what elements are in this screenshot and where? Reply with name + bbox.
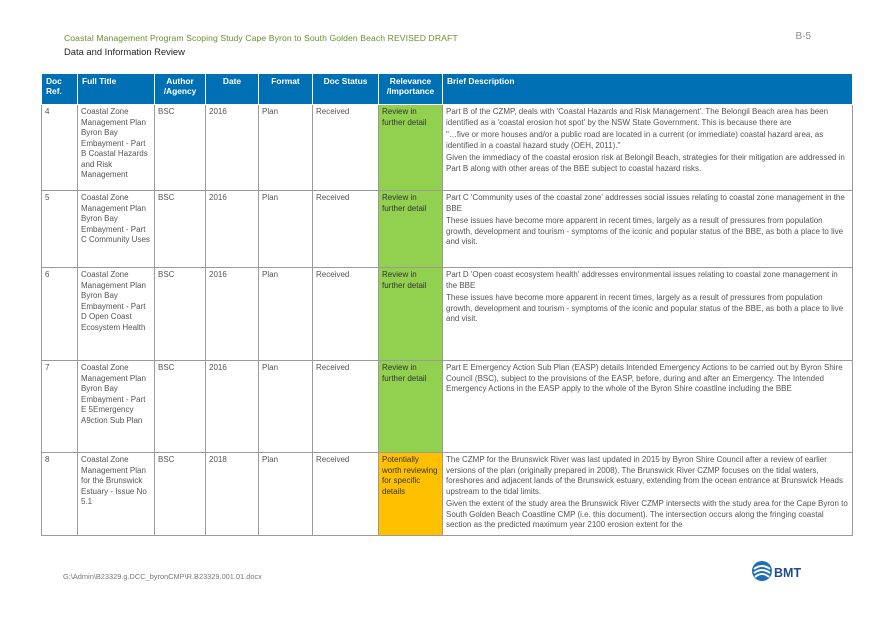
table-header-row (42, 74, 853, 105)
table-row (42, 361, 853, 453)
full-title-cell: Coastal Zone Management Plan for the Brunswick Estuary - Issue No 5.1 (78, 453, 155, 536)
date-cell: 2016 (206, 105, 259, 191)
relevance-cell: Review in further detail (379, 361, 443, 453)
doc-ref-cell: 4 (42, 105, 78, 191)
format-cell: Plan (259, 361, 313, 453)
status-cell: Received (313, 453, 379, 536)
description-paragraph: Given the extent of the study area the Brunswick River CZMP intersects with the study area for the Cape Byron to South Golden Beach Coastline CMP (i.e. this document). The intersection occurs along the fringing coastal section as the predicted maximum year 2100 erosion extent for the (446, 499, 848, 529)
doc-ref-cell: 5 (42, 191, 78, 268)
file-path: G:\Admin\B23329.g.DCC_byronCMP\R.B23329.001.01.docx (63, 572, 262, 581)
description-paragraph: "…five or more houses and/or a public road are located in a current (or immediate) coastal hazard area, as identified in a coastal hazard study (OEH, 2011)." (446, 130, 824, 150)
description-paragraph: These issues have become more apparent in recent times, largely as a result of pressures from population growth, development and tourism - symptoms of the iconic and popular status of the BBE, as both a place to live and visit. (446, 216, 844, 246)
full-title-cell: Coastal Zone Management Plan Byron Bay Embayment - Part D Open Coast Ecosystem Health (78, 268, 155, 361)
description-paragraph: Given the immediacy of the coastal erosion risk at Belongil Beach, strategies for their mitigation are addressed in Part B along with other areas of the BBE subject to coastal hazard risks. (446, 153, 845, 173)
full-title-cell: Coastal Zone Management Plan Byron Bay Embayment - Part B Coastal Hazards and Risk Management (78, 105, 155, 191)
format-cell: Plan (259, 453, 313, 536)
status-cell: Received (313, 268, 379, 361)
relevance-cell: Potentially worth reviewing for specific details (379, 453, 443, 536)
column-header: Full Title (78, 74, 155, 105)
description-cell (443, 361, 853, 453)
description-cell (443, 191, 853, 268)
format-cell: Plan (259, 191, 313, 268)
description-paragraph: Part E Emergency Action Sub Plan (EASP) details Intended Emergency Actions to be carried out by Byron Shire Council (BSC), subject to the provisions of the EASP, before, during and after an Emergency. The Intended Emergency Actions in the EASP apply to the whole of the Byron Shire coastline including the BBE (446, 363, 843, 393)
status-cell: Received (313, 191, 379, 268)
table-row (42, 268, 853, 361)
bmt-logo-text: BMT (774, 566, 802, 580)
author-cell: BSC (155, 105, 206, 191)
format-cell: Plan (259, 105, 313, 191)
author-cell: BSC (155, 361, 206, 453)
relevance-cell: Review in further detail (379, 191, 443, 268)
description-cell (443, 105, 853, 191)
page-number: B-5 (795, 31, 811, 42)
column-header: Brief Description (443, 74, 853, 105)
description-paragraph: These issues have become more apparent in recent times, largely as a result of pressures from population growth, development and tourism - symptoms of the iconic and popular status of the BBE, as both a place to live and visit. (446, 293, 844, 323)
column-header: Doc Ref. (42, 74, 78, 105)
format-cell: Plan (259, 268, 313, 361)
relevance-cell: Review in further detail (379, 105, 443, 191)
bmt-logo-icon (751, 559, 773, 583)
status-cell: Received (313, 105, 379, 191)
date-cell: 2018 (206, 453, 259, 536)
date-cell: 2016 (206, 361, 259, 453)
doc-ref-cell: 6 (42, 268, 78, 361)
table-row (42, 453, 853, 536)
document-title: Coastal Management Program Scoping Study Cape Byron to South Golden Beach REVISED DRAFT (64, 33, 458, 43)
description-paragraph: Part C 'Community uses of the coastal zone' addresses social issues relating to coastal zone management in the BBE (446, 193, 845, 213)
column-header: Author /Agency (155, 74, 206, 105)
full-title-cell: Coastal Zone Management Plan Byron Bay Embayment - Part C Community Uses (78, 191, 155, 268)
description-paragraph: Part B of the CZMP, deals with 'Coastal Hazards and Risk Management'. The Belongil Beach area has been identified as a 'coastal erosion hot spot' by the NSW State Government. This is because there are (446, 107, 829, 127)
relevance-cell: Review in further detail (379, 268, 443, 361)
bmt-logo (751, 555, 821, 587)
column-header: Relevance /Importance (379, 74, 443, 105)
description-cell (443, 268, 853, 361)
description-paragraph: The CZMP for the Brunswick River was last updated in 2015 by Byron Shire Council after a review of earlier versions of the plan (originally prepared in 2008). The Brunswick River CZMP focuses on the tidal waters, foreshores and adjacent lands of the Brunswick estuary, extending from the ocean entrance at Brunswick Heads upstream to the tidal limits. (446, 455, 843, 496)
date-cell: 2016 (206, 268, 259, 361)
doc-ref-cell: 7 (42, 361, 78, 453)
author-cell: BSC (155, 191, 206, 268)
status-cell: Received (313, 361, 379, 453)
column-header: Doc Status (313, 74, 379, 105)
description-cell (443, 453, 853, 536)
date-cell: 2016 (206, 191, 259, 268)
data-review-table (41, 73, 853, 536)
full-title-cell: Coastal Zone Management Plan Byron Bay Embayment - Part E 5Emergency A9ction Sub Plan (78, 361, 155, 453)
column-header: Date (206, 74, 259, 105)
table-row (42, 105, 853, 191)
section-title: Data and Information Review (64, 46, 185, 57)
description-paragraph: Part D 'Open coast ecosystem health' addresses environmental issues relating to coastal zone management in the BBE (446, 270, 838, 290)
author-cell: BSC (155, 453, 206, 536)
table-row (42, 191, 853, 268)
column-header: Format (259, 74, 313, 105)
doc-ref-cell: 8 (42, 453, 78, 536)
author-cell: BSC (155, 268, 206, 361)
